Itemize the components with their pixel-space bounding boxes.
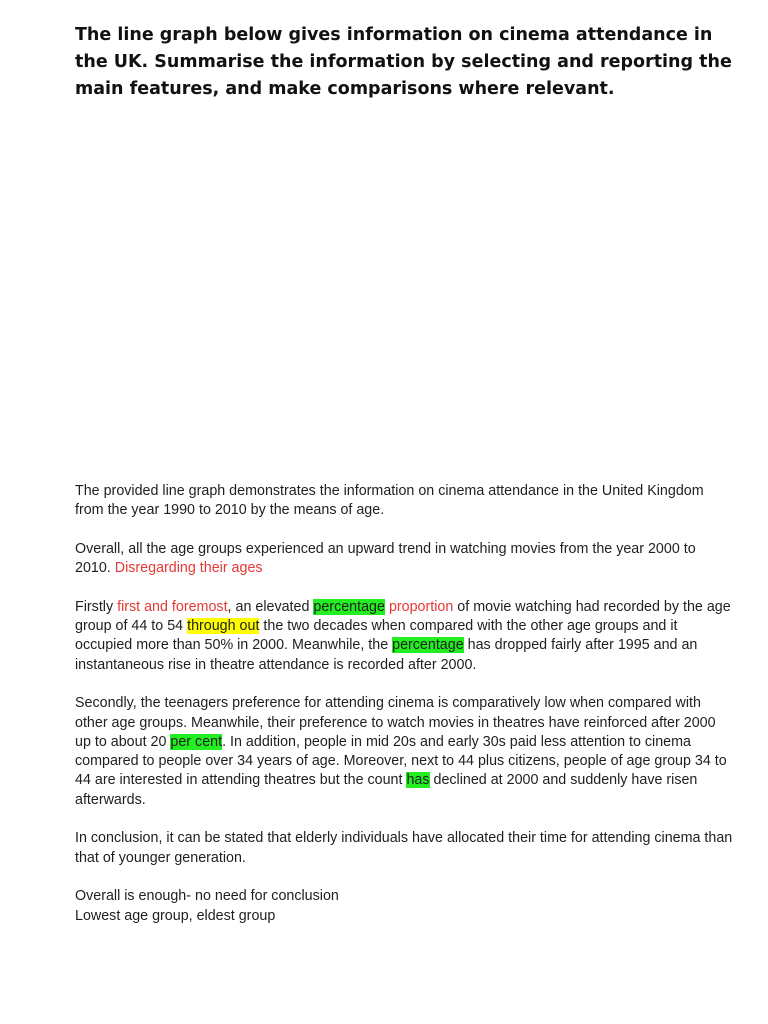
highlight-green: percentage	[313, 598, 385, 615]
text-run: declined at 2000 and suddenly have risen afterwards.	[75, 772, 698, 808]
graph-placeholder-area	[75, 120, 715, 465]
conclusion-paragraph: In conclusion, it can be stated that elderly individuals have allocated their time for attending cinema than that of younger generation.	[75, 830, 733, 866]
overview-text: Overall, all the age groups experienced an upward trend in watching movies from the year 2000 to 2010.	[75, 540, 696, 577]
task-prompt-heading: The line graph below gives information on cinema attendance in the UK. Summarise the information by selecting and reporting the main features, and make comparisons where relevant.	[75, 25, 732, 99]
highlight-green: has	[406, 772, 430, 789]
text-run: , an elevated	[227, 598, 314, 615]
body-paragraph-2	[75, 694, 735, 810]
highlight-green: percentage	[392, 637, 464, 654]
text-run: Firstly	[75, 598, 118, 615]
text-run: of movie watching had recorded by the age group of 44 to 54	[75, 598, 731, 635]
feedback-note-1: Overall is enough- no need for conclusion	[75, 888, 339, 905]
overview-paragraph	[75, 540, 735, 579]
text-run: the two decades when compared with the other age groups and it occupied more than 50% in 2000. Meanwhile, the	[75, 618, 678, 654]
correction-comment-red: Disregarding their ages	[114, 560, 263, 577]
correction-comment-red: first and foremost	[117, 598, 228, 615]
feedback-note-2: Lowest age group, eldest group	[75, 907, 276, 924]
essay-body	[75, 482, 735, 926]
correction-comment-red: proportion	[388, 598, 454, 615]
text-run: has dropped fairly after 1995 and an instantaneous rise in theatre attendance is recorded after 2000.	[75, 637, 698, 673]
highlight-yellow: through out	[187, 618, 260, 635]
text-run: Secondly, the teenagers preference for attending cinema is comparatively low when compared with other age groups. Meanwhile, their preference to watch movies in theatres have reinforced after 2000 up to about 20	[75, 695, 716, 750]
highlight-green: per cent	[170, 733, 223, 750]
intro-paragraph: The provided line graph demonstrates the information on cinema attendance in the United Kingdom from the year 1990 to 2010 by the means of age.	[75, 483, 704, 519]
body-paragraph-1	[75, 598, 735, 675]
text-run: . In addition, people in mid 20s and early 30s paid less attention to cinema compared to people over 34 years of age. Moreover, next to 44 plus citizens, people of age group 34 to 44 are interested in attending theatres but the count	[75, 733, 727, 789]
